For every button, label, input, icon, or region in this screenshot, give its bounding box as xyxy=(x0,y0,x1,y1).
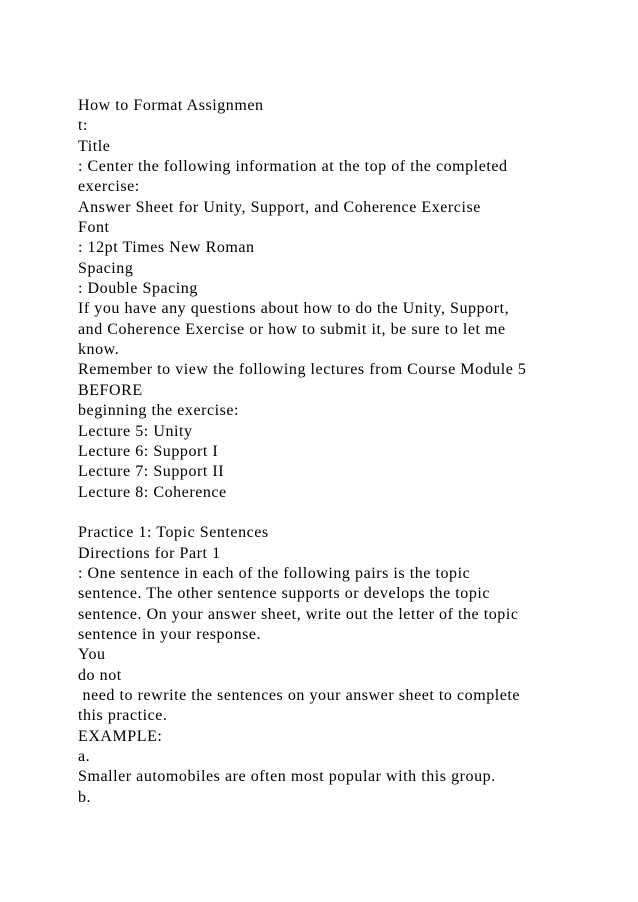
directions-label: Directions for Part 1 xyxy=(78,544,221,562)
title-label: Title xyxy=(78,137,111,155)
text-line: know. xyxy=(78,341,120,359)
text-line: BEFORE xyxy=(78,381,143,399)
text-line: need to rewrite the sentences on your answer sheet to complete xyxy=(78,686,521,704)
option-letter: b. xyxy=(78,788,92,806)
text-line: do not xyxy=(78,666,122,684)
heading-line: t: xyxy=(78,117,88,135)
text-line: If you have any questions about how to do the Unity, Support, xyxy=(78,300,510,318)
lecture-item: Lecture 5: Unity xyxy=(78,422,193,440)
text-line: Answer Sheet for Unity, Support, and Coherence Exercise xyxy=(78,198,481,216)
document-body xyxy=(78,96,618,808)
text-line: sentence. The other sentence supports or develops the topic xyxy=(78,585,491,603)
text-line: and Coherence Exercise or how to submit it, be sure to let me xyxy=(78,320,506,338)
option-letter: a. xyxy=(78,748,91,765)
lecture-item: Lecture 8: Coherence xyxy=(78,483,227,501)
text-line: Remember to view the following lectures from Course Module 5 xyxy=(78,361,527,379)
lecture-item: Lecture 7: Support II xyxy=(78,463,225,481)
text-line: : One sentence in each of the following pairs is the topic xyxy=(78,564,471,582)
text-line: : Double Spacing xyxy=(78,280,198,298)
section-heading: Practice 1: Topic Sentences xyxy=(78,524,269,542)
text-line: Smaller automobiles are often most popular with this group. xyxy=(78,768,496,786)
text-line: sentence in your response. xyxy=(78,625,262,643)
text-line: this practice. xyxy=(78,707,168,725)
spacing-label: Spacing xyxy=(78,259,134,277)
lecture-item: Lecture 6: Support I xyxy=(78,442,219,460)
font-label: Font xyxy=(78,219,110,237)
text-line: beginning the exercise: xyxy=(78,402,240,420)
text-line: exercise: xyxy=(78,178,140,196)
text-line: : Center the following information at the top of the completed xyxy=(78,158,508,176)
example-label: EXAMPLE: xyxy=(78,727,163,745)
text-line: sentence. On your answer sheet, write out the letter of the topic xyxy=(78,605,519,623)
blank-line xyxy=(78,503,618,523)
heading-line: How to Format Assignmen xyxy=(78,97,264,114)
text-line: : 12pt Times New Roman xyxy=(78,239,255,257)
text-line: You xyxy=(78,646,106,664)
